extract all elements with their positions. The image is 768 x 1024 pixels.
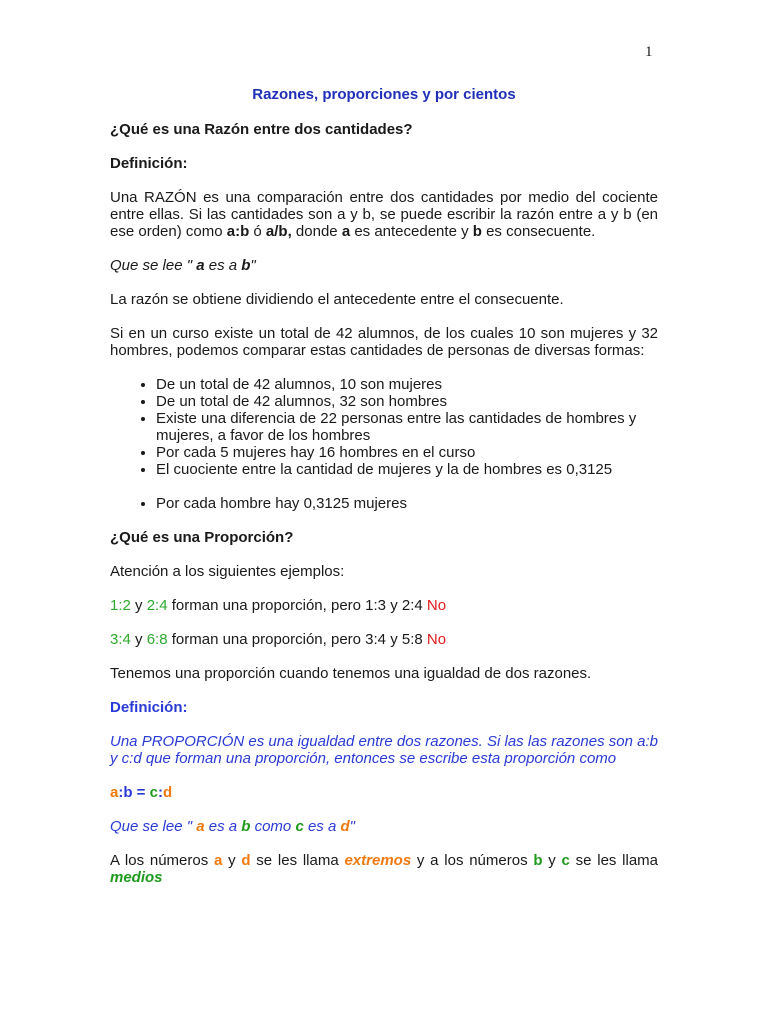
reading-text: " (349, 818, 355, 835)
example-text: forman una proporción, pero 1:3 y 2:4 (167, 597, 427, 614)
comparison-list (110, 376, 658, 478)
definition-text: es consecuente. (481, 223, 596, 240)
ratio: 1:2 (110, 597, 131, 614)
formula-equals: = (132, 784, 150, 801)
paragraph-text: se les llama (569, 852, 659, 869)
notation-colon: a:b (226, 223, 250, 240)
term-a: a (341, 223, 351, 240)
paragraph-text: y (222, 852, 242, 869)
paragraph-atencion: Atención a los siguientes ejemplos: (110, 563, 345, 580)
definition-heading-razon: Definición: (110, 155, 188, 172)
term-b: b (123, 784, 133, 801)
term-b: b (241, 257, 251, 274)
term-c: c (561, 852, 570, 869)
definition-text: es antecedente y (350, 223, 473, 240)
question-razon: ¿Qué es una Razón entre dos cantidades? (110, 121, 413, 138)
example-2 (110, 631, 658, 648)
reading-text: como (250, 818, 296, 835)
page-title: Razones, proporciones y por cientos (252, 86, 516, 103)
paragraph-extremos-medios (110, 852, 658, 886)
reading-proporcion (110, 818, 658, 835)
definition-text: donde (291, 223, 342, 240)
term-a: a (196, 818, 205, 835)
ratio: 6:8 (146, 631, 168, 648)
term-a: a (110, 784, 119, 801)
paragraph-text: se les llama (250, 852, 345, 869)
list-item: • De un total de 42 alumnos, 10 son mujeres (156, 376, 658, 393)
notation-slash: a/b, (265, 223, 292, 240)
question-proporcion: ¿Qué es una Proporción? (110, 529, 294, 546)
definition-heading-proporcion: Definición: (110, 699, 188, 716)
paragraph-igualdad: Tenemos una proporción cuando tenemos una igualdad de dos razones. (110, 665, 592, 682)
term-d: d (241, 852, 251, 869)
reading-text: es a (204, 818, 242, 835)
term-b: b (533, 852, 543, 869)
reading-text: Que se lee " (110, 818, 197, 835)
list-item: • El cuociente entre la cantidad de mujeres y la de hombres es 0,3125 (156, 461, 658, 478)
reading-text: es a (204, 257, 242, 274)
term-medios: medios (110, 869, 163, 886)
list-item: • De un total de 42 alumnos, 32 son hombres (156, 393, 658, 410)
definition-text: ó (249, 223, 266, 240)
reading-text: " (250, 257, 256, 274)
paragraph-text: y a los números (411, 852, 534, 869)
term-c: c (149, 784, 158, 801)
term-b: b (472, 223, 482, 240)
paragraph-obtencion: La razón se obtiene dividiendo el antecedente entre el consecuente. (110, 291, 564, 308)
list-item: • Existe una diferencia de 22 personas entre las cantidades de hombres y mujeres, a favor de los hombres (156, 410, 658, 444)
no-label: No (426, 597, 447, 614)
definition-razon (110, 189, 658, 240)
page-number: 1 (645, 44, 653, 60)
ratio: 2:4 (146, 597, 168, 614)
formula-colon: : (118, 784, 124, 801)
term-b: b (241, 818, 251, 835)
formula-colon: : (157, 784, 163, 801)
term-d: d (340, 818, 350, 835)
no-label: No (426, 631, 447, 648)
term-d: d (162, 784, 173, 801)
example-text: y (130, 631, 147, 648)
definition-text: Una RAZÓN es una comparación entre dos cantidades por medio del cociente entre ellas. Si las cantidades son a y b, se puede escribir la razón entre a y b (en ese orden) como (110, 189, 658, 240)
ratio: 3:4 (110, 631, 131, 648)
example-1 (110, 597, 658, 614)
reading-text: es a (303, 818, 341, 835)
example-text: forman una proporción, pero 3:4 y 5:8 (167, 631, 427, 648)
paragraph-text: y (542, 852, 562, 869)
paragraph-text: A los números (110, 852, 214, 869)
reading-razon (110, 257, 658, 274)
list-item: • Por cada hombre hay 0,3125 mujeres (156, 495, 658, 512)
definition-proporcion: Una PROPORCIÓN es una igualdad entre dos razones. Si las las razones son a:b y c:d que forman una proporción, entonces se escribe esta proporción como (110, 733, 658, 767)
example-text: y (130, 597, 147, 614)
reading-text: Que se lee " (110, 257, 197, 274)
term-c: c (295, 818, 304, 835)
list-item: • Por cada 5 mujeres hay 16 hombres en el curso (156, 444, 658, 461)
term-a: a (214, 852, 223, 869)
term-extremos: extremos (344, 852, 412, 869)
proportion-formula (110, 784, 658, 801)
document-body (110, 86, 658, 886)
paragraph-curso: Si en un curso existe un total de 42 alumnos, de los cuales 10 son mujeres y 32 hombres, podemos comparar estas cantidades de personas de diversas formas: (110, 325, 658, 359)
term-a: a (196, 257, 205, 274)
comparison-list-extra (110, 495, 658, 512)
